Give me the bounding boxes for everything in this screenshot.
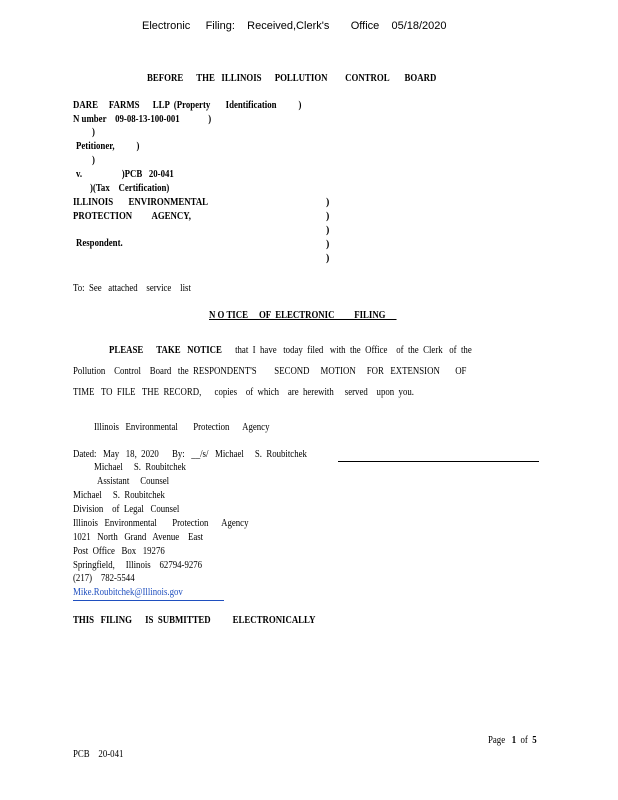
footer-case-number: PCB 20-041 bbox=[73, 749, 124, 760]
page-current: 1 bbox=[511, 735, 517, 746]
address-line-1: 1021 North Grand Avenue East bbox=[73, 532, 204, 543]
caption-paren: ) bbox=[92, 127, 95, 138]
page-of: of bbox=[516, 735, 533, 746]
caption-paren: ) bbox=[326, 253, 330, 264]
signer-agency: Illinois Environmental Protection Agency bbox=[73, 518, 249, 529]
service-list-note: To: See attached service list bbox=[73, 283, 191, 294]
notice-paragraph-line-3: TIME TO FILE THE RECORD, copies of which are herewith served upon you. bbox=[73, 387, 414, 398]
caption-paren: ) bbox=[326, 225, 330, 236]
notice-paragraph-text: that I have today filed with the Office of the Clerk of the bbox=[221, 345, 472, 356]
page-indicator bbox=[488, 736, 537, 746]
phone-number: (217) 782-5544 bbox=[73, 573, 135, 584]
caption-paren: ) bbox=[326, 211, 330, 222]
board-heading: BEFORE THE ILLINOIS POLLUTION CONTROL BOARD bbox=[147, 73, 437, 84]
dated-signature-line: Dated: May 18, 2020 By: __/s/ Michael S. Roubitchek bbox=[73, 449, 307, 460]
filing-stamp: Electronic Filing: Received,Clerk's Office 05/18/2020 bbox=[142, 20, 447, 32]
notice-paragraph-line-2: Pollution Control Board the RESPONDENT'S SECOND MOTION FOR EXTENSION OF bbox=[73, 366, 467, 377]
notice-paragraph-line-1 bbox=[109, 346, 472, 356]
caption-paren: ) bbox=[92, 155, 95, 166]
caption-case-number: v. )PCB 20-041 bbox=[76, 169, 174, 180]
caption-petitioner-name: DARE FARMS LLP (Property Identification ) bbox=[73, 100, 302, 111]
notice-title: N O TICE OF ELECTRONIC FILING bbox=[209, 310, 397, 321]
signer-name: Michael S. Roubitchek bbox=[73, 490, 165, 501]
signer-division: Division of Legal Counsel bbox=[73, 504, 180, 515]
notice-lead-in: PLEASE TAKE NOTICE bbox=[109, 345, 222, 356]
caption-tax-certification: )(Tax Certification) bbox=[90, 183, 170, 194]
address-line-3: Springfield, Illinois 62794-9276 bbox=[73, 560, 203, 571]
caption-paren: ) bbox=[326, 239, 330, 250]
address-line-2: Post Office Box 19276 bbox=[73, 546, 165, 557]
caption-paren: ) bbox=[326, 197, 330, 208]
signer-title: Assistant Counsel bbox=[97, 476, 170, 487]
signature-underline bbox=[338, 461, 539, 462]
caption-respondent-label: Respondent. bbox=[76, 238, 123, 249]
caption-petitioner-label: Petitioner, ) bbox=[76, 141, 140, 152]
email-underline bbox=[73, 600, 224, 601]
agency-name: Illinois Environmental Protection Agency bbox=[94, 422, 270, 433]
page-total: 5 bbox=[532, 735, 537, 746]
electronic-submission-note: THIS FILING IS SUBMITTED ELECTRONICALLY bbox=[73, 615, 316, 626]
caption-property-number: N umber 09-08-13-100-001 ) bbox=[73, 114, 212, 125]
signer-name-indented: Michael S. Roubitchek bbox=[94, 462, 186, 473]
caption-respondent-name-2: PROTECTION AGENCY, bbox=[73, 211, 192, 222]
page-prefix: Page bbox=[488, 735, 512, 746]
caption-respondent-name-1: ILLINOIS ENVIRONMENTAL bbox=[73, 197, 209, 208]
email-link[interactable]: Mike.Roubitchek@Illinois.gov bbox=[73, 587, 183, 598]
